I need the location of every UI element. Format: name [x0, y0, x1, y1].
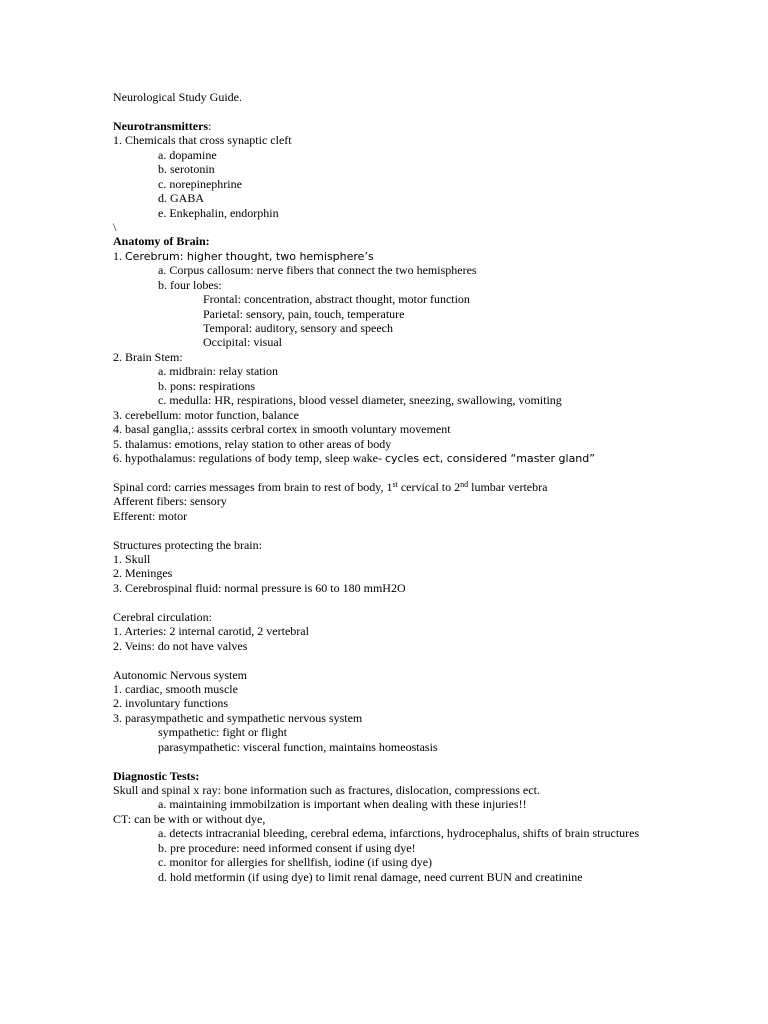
ct-item-b: b. pre procedure: need informed consent if using dye! — [158, 840, 416, 855]
efferent-fibers: Efferent: motor — [113, 508, 188, 523]
anatomy-heading: Anatomy of Brain: — [113, 234, 210, 249]
ct-item-c: c. monitor for allergies for shellfish, iodine (if using dye) — [158, 855, 433, 870]
lobe-parietal: Parietal: sensory, pain, touch, temperature — [203, 306, 405, 321]
protect-heading: Structures protecting the brain: — [113, 537, 262, 552]
anatomy-item-4: 4. basal ganglia,: asssits cerbral cortex in smooth voluntary movement — [113, 422, 451, 437]
neuro-item-d: d. GABA — [158, 191, 205, 206]
ct-line: CT: can be with or without dye, — [113, 811, 266, 826]
circulation-heading: Cerebral circulation: — [113, 609, 212, 624]
spinal-cord-line — [113, 480, 733, 494]
anatomy-item-2: 2. Brain Stem: — [113, 349, 183, 364]
spinal-text-1: Spinal cord: carries messages from brain to rest of body, 1 — [113, 479, 393, 494]
circulation-item-2: 2. Veins: do not have valves — [113, 638, 248, 653]
document-title: Neurological Study Guide. — [113, 90, 242, 104]
xray-item-a: a. maintaining immobilzation is important when dealing with these injuries!! — [158, 797, 527, 812]
ans-item-3: 3. parasympathetic and sympathetic nervous system — [113, 710, 363, 725]
ct-item-a: a. detects intracranial bleeding, cerebral edema, infarctions, hydrocephalus, shifts of brain structures — [158, 826, 640, 841]
anatomy-item-6-text: 6. hypothalamus: regulations of body temp, sleep wake- — [113, 450, 385, 465]
neuro-item-c: c. norepinephrine — [158, 176, 242, 191]
neurotransmitters-heading-line — [113, 119, 733, 133]
neurotransmitters-heading: Neurotransmitters — [113, 118, 209, 133]
heading-colon: : — [208, 118, 212, 133]
anatomy-item-1-text: Cerebrum: higher thought, two hemisphere’s — [125, 249, 374, 263]
neuro-item-1: 1. Chemicals that cross synaptic cleft — [113, 133, 292, 148]
spacer — [113, 523, 733, 537]
anatomy-item-1b: b. four lobes: — [158, 277, 222, 292]
ans-sympathetic: sympathetic: fight or flight — [158, 725, 287, 740]
spinal-text-2: cervical to 2 — [397, 479, 461, 494]
protect-item-2: 2. Meninges — [113, 566, 173, 581]
ans-item-2: 2. involuntary functions — [113, 696, 228, 711]
ans-parasympathetic: parasympathetic: visceral function, maintains homeostasis — [158, 739, 438, 754]
stray-backslash: \ — [113, 219, 117, 234]
anatomy-item-1-number: 1. — [113, 248, 125, 263]
anatomy-item-6 — [113, 451, 733, 465]
anatomy-item-2a: a. midbrain: relay station — [158, 364, 278, 379]
spinal-sup-1: st — [392, 479, 398, 489]
spinal-sup-2: nd — [460, 479, 469, 489]
spacer — [113, 465, 733, 479]
diagnostic-heading: Diagnostic Tests: — [113, 768, 200, 783]
lobe-temporal: Temporal: auditory, sensory and speech — [203, 321, 393, 335]
study-guide-body — [113, 90, 733, 884]
anatomy-item-2b: b. pons: respirations — [158, 378, 255, 393]
anatomy-item-1a: a. Corpus callosum: nerve fibers that connect the two hemispheres — [158, 263, 477, 278]
anatomy-item-1 — [113, 249, 733, 263]
afferent-fibers: Afferent fibers: sensory — [113, 494, 227, 509]
protect-item-3: 3. Cerebrospinal fluid: normal pressure is 60 to 180 mmH2O — [113, 580, 406, 595]
lobe-frontal: Frontal: concentration, abstract thought, motor function — [203, 292, 470, 307]
ans-heading: Autonomic Nervous system — [113, 667, 247, 682]
anatomy-item-3: 3. cerebellum: motor function, balance — [113, 407, 299, 422]
lobe-occipital: Occipital: visual — [203, 335, 282, 350]
spacer — [113, 104, 733, 118]
spacer — [113, 595, 733, 609]
protect-item-1: 1. Skull — [113, 552, 151, 566]
spacer — [113, 754, 733, 768]
circulation-item-1: 1. Arteries: 2 internal carotid, 2 vertebral — [113, 624, 309, 639]
ct-item-d: d. hold metformin (if using dye) to limit renal damage, need current BUN and creatinine — [158, 869, 583, 884]
spacer — [113, 653, 733, 667]
neuro-item-b: b. serotonin — [158, 162, 215, 177]
xray-line: Skull and spinal x ray: bone information such as fractures, dislocation, compressions ect. — [113, 783, 540, 797]
spinal-text-3: lumbar vertebra — [468, 479, 548, 494]
ans-item-1: 1. cardiac, smooth muscle — [113, 681, 238, 696]
neuro-item-e: e. Enkephalin, endorphin — [158, 205, 279, 220]
anatomy-item-6-alt-text: cycles ect, considered “master gland” — [384, 451, 595, 465]
neuro-item-a: a. dopamine — [158, 147, 217, 162]
anatomy-item-5: 5. thalamus: emotions, relay station to other areas of body — [113, 436, 392, 451]
anatomy-item-2c: c. medulla: HR, respirations, blood vessel diameter, sneezing, swallowing, vomiting — [158, 393, 562, 408]
